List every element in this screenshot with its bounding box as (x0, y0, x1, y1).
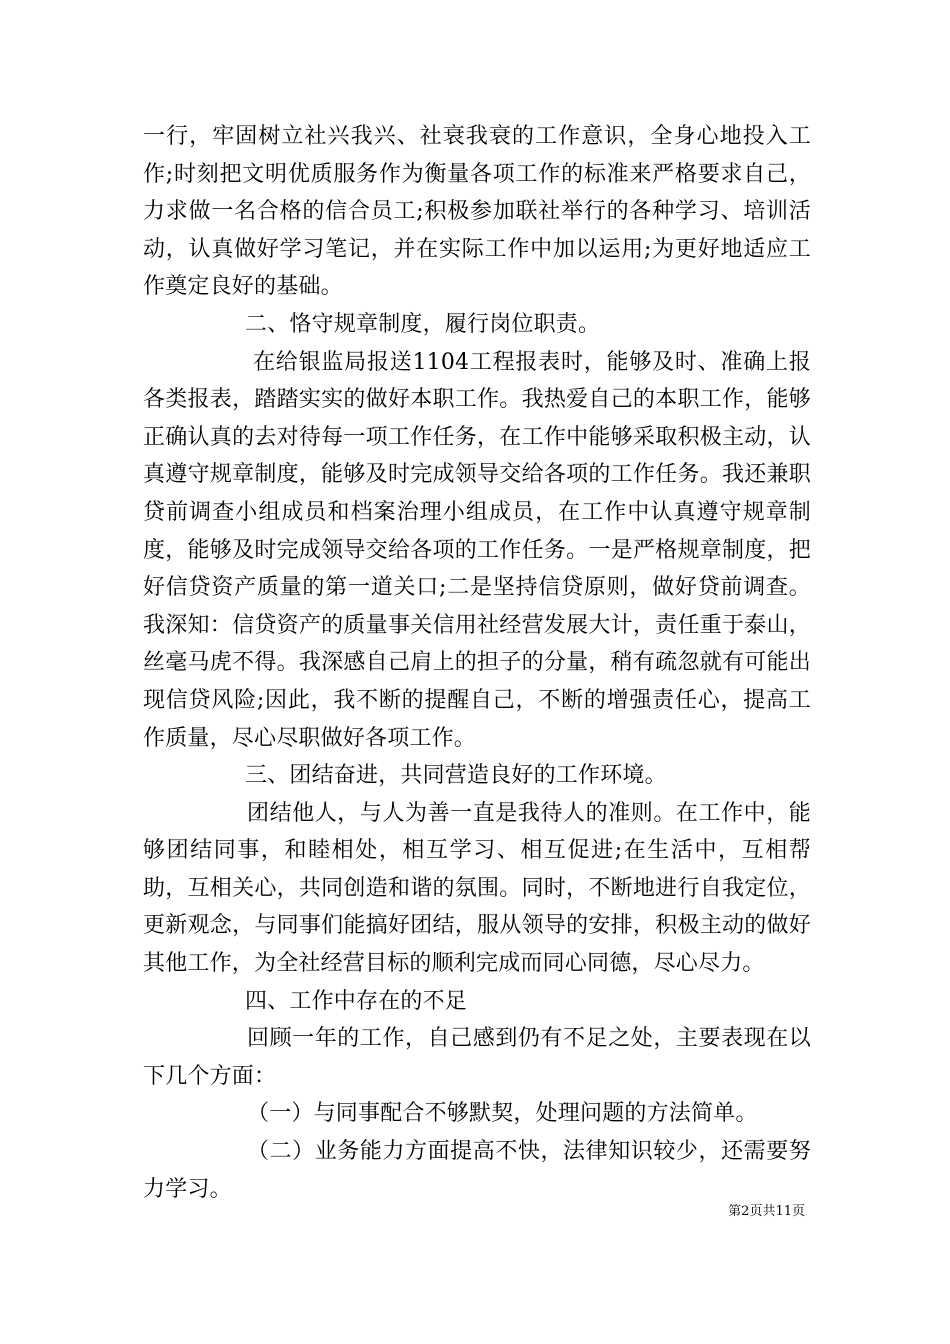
section-heading-4: 四、工作中存在的不足 (245, 988, 468, 1014)
paragraph-review: 回顾一年的工作，自己感到仍有不足之处，主要表现在以下几个方面： (143, 1026, 811, 1089)
page-number: 第2页共11页 (728, 1204, 805, 1219)
section-heading-2: 二、恪守规章制度，履行岗位职责。 (245, 311, 601, 337)
paragraph-teamwork: 团结他人，与人为善一直是我待人的准则。在工作中，能够团结同事，和睦相处，相互学习、相互促进;在生活中，互相帮助，互相关心，共同创造和谐的氛围。同时，不断地进行自我定位，更新观念，与同事们能搞好团结，服从领导的安排，积极主动的做好其他工作，为全社经营目标的顺利完成而同心同德，尽心尽力。 (143, 800, 811, 977)
paragraph-continuation: 一行，牢固树立社兴我兴、社衰我衰的工作意识，全身心地投入工作;时刻把文明优质服务作为衡量各项工作的标准来严格要求自己，力求做一名合格的信合员工;积极参加联社举行的各种学习、培训活动，认真做好学习笔记，并在实际工作中加以运用;为更好地适应工作奠定良好的基础。 (143, 124, 811, 300)
section-heading-3: 三、团结奋进，共同营造良好的工作环境。 (245, 763, 667, 789)
list-item-1: （一）与同事配合不够默契，处理问题的方法简单。 (247, 1101, 758, 1127)
paragraph-duties: 在给银监局报送1104工程报表时，能够及时、准确上报各类报表，踏踏实实的做好本职工作。我热爱自己的本职工作，能够正确认真的去对待每一项工作任务，在工作中能够采取积极主动，认真遵守规章制度，能够及时完成领导交给各项的工作任务。我还兼职贷前调查小组成员和档案治理小组成员，在工作中认真遵守规章制度，能够及时完成领导交给各项的工作任务。一是严格规章制度，把好信贷资产质量的第一道关口;二是坚持信贷原则，做好贷前调查。我深知：信贷资产的质量事关信用社经营发展大计，责任重于泰山，丝毫马虎不得。我深感自己肩上的担子的分量，稍有疏忽就有可能出现信贷风险;因此，我不断的提醒自己，不断的增强责任心，提高工作质量，尽心尽职做好各项工作。 (143, 349, 811, 751)
list-item-2: （二）业务能力方面提高不快，法律知识较少，还需要努力学习。 (143, 1139, 811, 1202)
document-body (143, 118, 811, 1208)
